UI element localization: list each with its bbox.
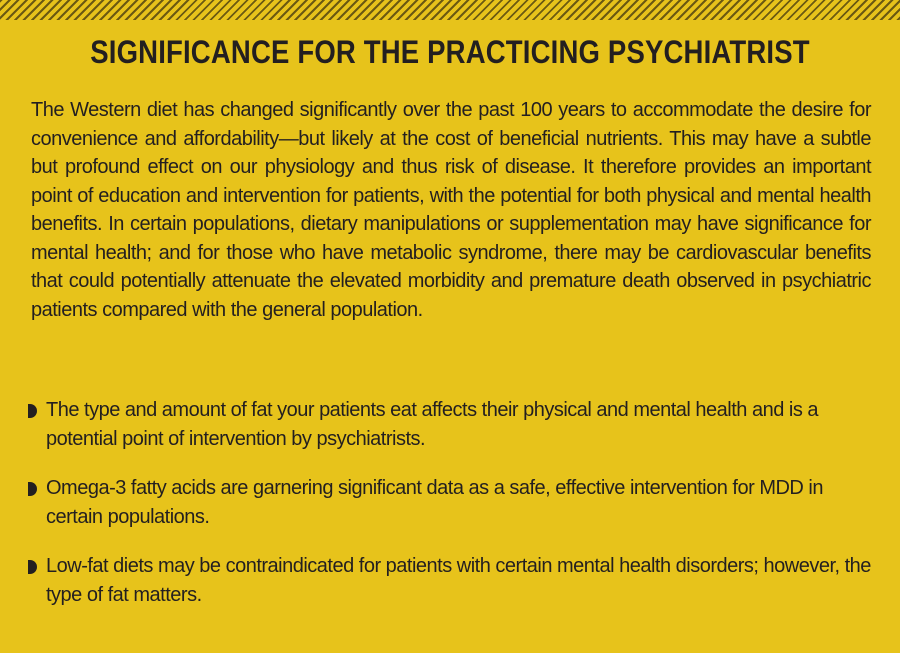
list-item-text: The type and amount of fat your patients eat affects their physical and mental health and is a potential point of intervention by psychiatrists. xyxy=(46,399,819,450)
half-circle-bullet-icon xyxy=(28,482,37,496)
list-item-text: Omega-3 fatty acids are garnering significant data as a safe, effective intervention for MDD in certain populations. xyxy=(46,477,823,528)
list-item xyxy=(28,474,874,531)
half-circle-bullet-icon xyxy=(28,560,37,574)
half-circle-bullet-icon xyxy=(28,404,37,418)
list-item xyxy=(28,396,874,453)
box-title: SIGNIFICANCE FOR THE PRACTICING PSYCHIATRIST xyxy=(90,34,810,70)
box-paragraph: The Western diet has changed significantly over the past 100 years to accommodate the desire for convenience and affordability—but likely at the cost of beneficial nutrients. This may have a subtle but profound effect on our physiology and thus risk of disease. It therefore provides an important point of education and intervention for patients, with the potential for both physical and mental health benefits. In certain populations, dietary manipulations or supplementation may have significance for mental health; and for those who have metabolic syndrome, there may be cardiovascular benefits that could potentially attenuate the elevated morbidity and premature death observed in psychiatric patients compared with the general population. xyxy=(31,99,871,321)
list-item xyxy=(28,552,874,609)
list-item-text: Low-fat diets may be contraindicated for patients with certain mental health disorders; however, the type of fat matters. xyxy=(46,555,871,606)
diagonal-stripe-border xyxy=(0,0,900,20)
key-points-list xyxy=(28,396,874,630)
